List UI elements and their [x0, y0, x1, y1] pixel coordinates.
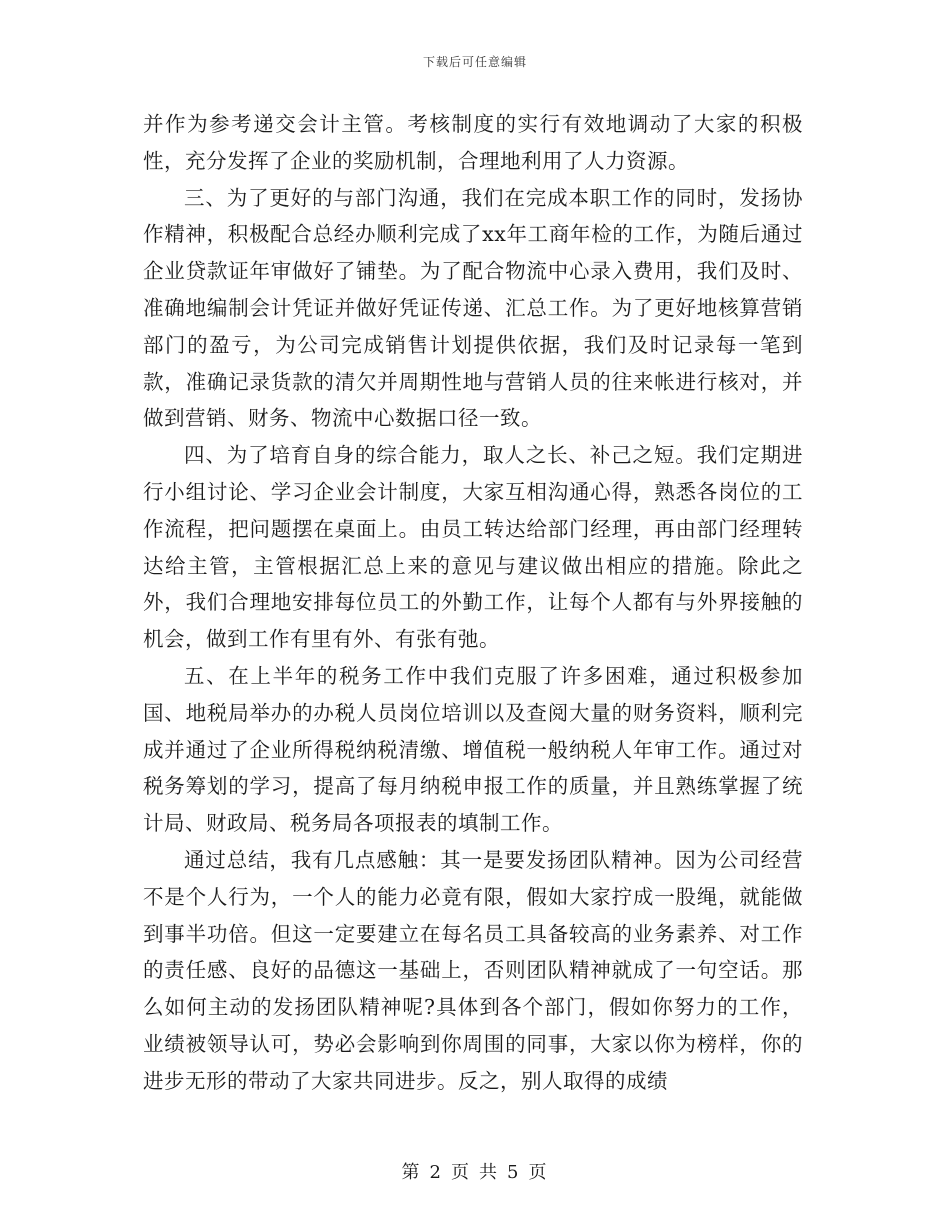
- footer-suffix: 页: [528, 1162, 549, 1183]
- page-number-footer: [0, 1158, 950, 1184]
- paragraph-summary: 通过总结，我有几点感触：其一是要发扬团队精神。因为公司经营不是个人行为，一个人的能力必竟有限，假如大家拧成一股绳，就能做到事半功倍。但这一定要建立在每名员工具备较高的业务素养、对工作的责任感、良好的品德这一基础上，否则团队精神就成了一句空话。那么如何主动的发扬团队精神呢?具体到各个部门，假如你努力的工作，业绩被领导认可，势必会影响到你周围的同事，大家以你为榜样，你的进步无形的带动了大家共同进步。反之，别人取得的成绩: [143, 847, 803, 1093]
- body-text: [143, 106, 803, 1100]
- footer-page-word: 页: [451, 1162, 471, 1183]
- paragraph-section-five: 五、在上半年的税务工作中我们克服了许多困难，通过积极参加国、地税局举办的办税人员岗位培训以及查阅大量的财务资料，顺利完成并通过了企业所得税纳税清缴、增值税一般纳税人年审工作。通过对税务筹划的学习，提高了每月纳税申报工作的质量，并且熟练掌握了统计局、财政局、税务局各项报表的填制工作。: [143, 663, 803, 836]
- paragraph-continuation: 并作为参考递交会计主管。考核制度的实行有效地调动了大家的积极性，充分发挥了企业的奖励机制，合理地利用了人力资源。: [143, 112, 803, 173]
- header-note: 下载后可任意编辑: [422, 55, 527, 69]
- footer-total-pages: 5: [507, 1162, 521, 1183]
- footer-prefix: 第: [401, 1162, 422, 1183]
- paragraph-section-four: 四、为了培育自身的综合能力，取人之长、补己之短。我们定期进行小组讨论、学习企业会计制度，大家互相沟通心得，熟悉各岗位的工作流程，把问题摆在桌面上。由员工转达给部门经理，再由部门经理转达给主管，主管根据汇总上来的意见与建议做出相应的措施。除此之外，我们合理地安排每位员工的外勤工作，让每个人都有与外界接触的机会，做到工作有里有外、有张有弛。: [143, 443, 803, 652]
- footer-current-page: 2: [429, 1162, 443, 1183]
- paragraph-section-three: 三、为了更好的与部门沟通，我们在完成本职工作的同时，发扬协作精神，积极配合总经办顺利完成了xx年工商年检的工作，为随后通过企业贷款证年审做好了铺垫。为了配合物流中心录入费用，我们及时、准确地编制会计凭证并做好凭证传递、汇总工作。为了更好地核算营销部门的盈亏，为公司完成销售计划提供依据，我们及时记录每一笔到款，准确记录货款的清欠并周期性地与营销人员的往来帐进行核对，并做到营销、财务、物流中心数据口径一致。: [143, 185, 803, 431]
- footer-total-prefix: 共: [479, 1162, 499, 1183]
